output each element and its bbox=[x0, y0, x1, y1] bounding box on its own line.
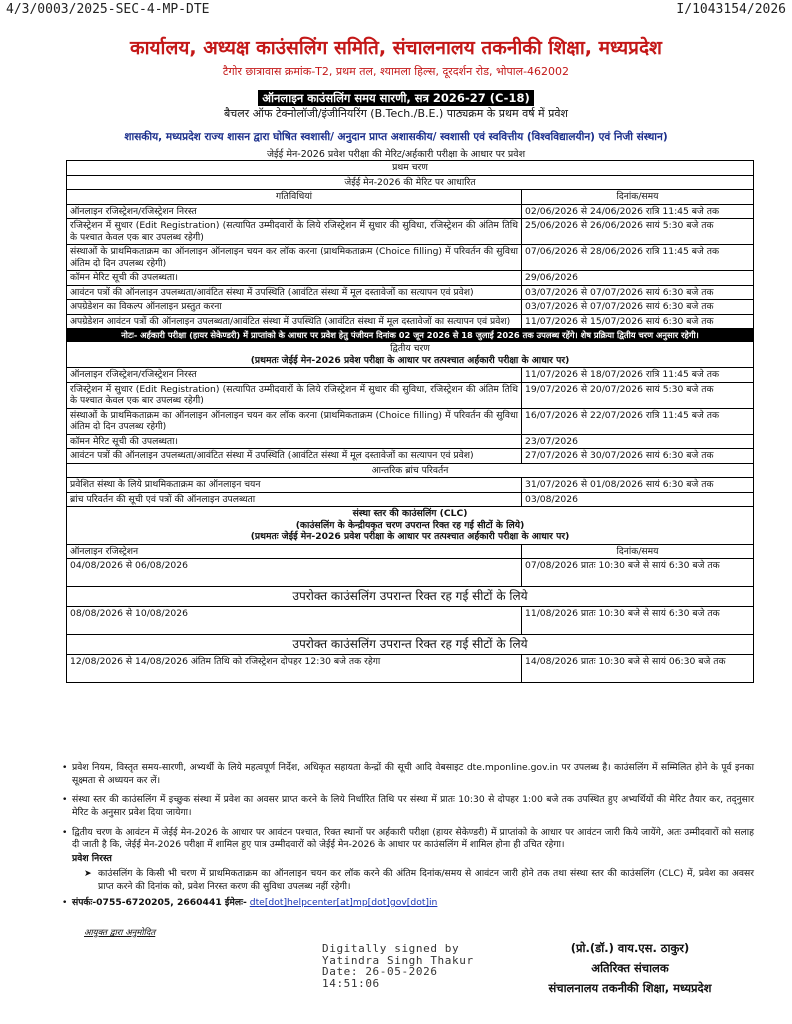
notice-row bbox=[67, 329, 754, 342]
second-round-title: द्वितीय चरण bbox=[390, 343, 430, 355]
table-row bbox=[67, 655, 754, 683]
activity-cell: रजिस्ट्रेशन में सुधार (Edit Registration) (सत्यापित उम्मीदवारों के लिये रजिस्ट्रेशन में सुधार की सुविधा, रजिस्ट्रेशन की अंतिम तिथि के पश्चात केवल एक बार उपलब्ध रहेगी) bbox=[67, 219, 522, 245]
digital-signature-line: 14:51:06 bbox=[322, 976, 380, 990]
office-address: टैगोर छात्रावास क्रमांक-T2, प्रथम तल, श्यामला हिल्स, दूरदर्शन रोड, भोपाल-462002 bbox=[222, 65, 570, 78]
date-cell: 03/08/2026 bbox=[522, 492, 754, 507]
table-row bbox=[67, 219, 754, 245]
reference-number-bar bbox=[6, 2, 786, 20]
activity-cell: आवंटन पत्रों की ऑनलाइन उपलब्धता/आवंटित संस्था में उपस्थिति (आवंटित संस्था में मूल दस्तावेजों का सत्यापन एवं प्रवेश) bbox=[67, 449, 522, 464]
date-cell: 11/08/2026 प्रातः 10:30 बजे से सायं 6:30 बजे तक bbox=[522, 607, 754, 635]
course-line: बैचलर ऑफ टेक्नोलॉजी/इंजीनियरिंग (B.Tech./B.E.) पाठ्यक्रम के प्रथम वर्ष में प्रवेश bbox=[224, 107, 568, 120]
table-row bbox=[67, 434, 754, 449]
second-round-title-row bbox=[67, 342, 754, 368]
admission-basis-line: जेईई मेन-2026 प्रवेश परीक्षा की मेरिट/अर्हकारी परीक्षा के आधार पर प्रवेश bbox=[266, 149, 526, 160]
date-cell: 11/07/2026 से 18/07/2026 रात्रि 11:45 बजे तक bbox=[522, 368, 754, 383]
arrow-icon: ➤ bbox=[84, 867, 92, 879]
leftover-seats-row bbox=[67, 635, 754, 655]
date-cell: 16/07/2026 से 22/07/2026 रात्रि 11:45 बजे तक bbox=[522, 408, 754, 434]
date-cell: 03/07/2026 से 07/07/2026 सायं 6:30 बजे तक bbox=[522, 285, 754, 300]
clc-date-header: दिनांक/समय bbox=[522, 544, 754, 559]
notice-banner: नोटः- अर्हकारी परीक्षा (हायर सेकेण्डरी) में प्राप्तांको के आधार पर प्रवेश हेतु पंजीयन दिनांक 02 जून 2026 से 18 जुलाई 2026 तक उपलब्ध रहेंगे। शेष प्रक्रिया द्वितीय चरण अनुसार रहेगी। bbox=[67, 329, 754, 342]
date-cell: 25/06/2026 से 26/06/2026 सायं 5:30 बजे तक bbox=[522, 219, 754, 245]
table-row bbox=[67, 271, 754, 286]
cancel-note bbox=[62, 868, 754, 893]
table-row bbox=[67, 285, 754, 300]
contact-label: संपर्कः-0755-6720205, 2660441 ईमेलः- bbox=[72, 897, 247, 909]
schedule-heading bbox=[0, 87, 792, 106]
table-row bbox=[67, 382, 754, 408]
date-cell: 27/07/2026 से 30/07/2026 सायं 6:30 बजे तक bbox=[522, 449, 754, 464]
notes-section bbox=[62, 762, 754, 917]
first-round-title-row bbox=[67, 161, 754, 176]
clc-title-row bbox=[67, 507, 754, 545]
date-cell: 29/06/2026 bbox=[522, 271, 754, 286]
registration-cell: 12/08/2026 से 14/08/2026 अंतिम तिथि को रजिस्ट्रेशन दोपहर 12:30 बजे तक रहेगा bbox=[67, 655, 522, 683]
clc-column-header-row bbox=[67, 544, 754, 559]
branch-change-title-row bbox=[67, 463, 754, 478]
institutions-line: शासकीय, मध्यप्रदेश राज्य शासन द्वारा घोषित स्वशासी/ अनुदान प्राप्त अशासकीय/ स्वशासी एवं स्ववित्तीय (विश्वविद्यालयीन) एवं निजी संस्थान) bbox=[124, 131, 668, 143]
registration-cell: 04/08/2026 से 06/08/2026 bbox=[67, 559, 522, 587]
second-round-heading bbox=[67, 342, 754, 368]
date-cell: 03/07/2026 से 07/07/2026 सायं 6:30 बजे तक bbox=[522, 300, 754, 315]
table-row bbox=[67, 492, 754, 507]
date-cell: 14/08/2026 प्रातः 10:30 बजे से सायं 06:30 बजे तक bbox=[522, 655, 754, 683]
clc-registration-header: ऑनलाइन रजिस्ट्रेशन bbox=[67, 544, 522, 559]
activity-cell: अपग्रेडेशन आवंटन पत्रों की ऑनलाइन उपलब्धता/आवंटित संस्था में उपस्थिति (आवंटित संस्था में मूल दस्तावेजों का सत्यापन एवं प्रवेश) bbox=[67, 314, 522, 329]
activity-cell: प्रवेशित संस्था के लिये प्राथमिकताक्रम का ऑनलाइन चयन bbox=[67, 478, 522, 493]
digital-signature-line: Date: 26-05-2026 bbox=[322, 965, 438, 979]
date-cell: 02/06/2026 से 24/06/2026 रात्रि 11:45 बजे तक bbox=[522, 204, 754, 219]
schedule-heading-text: ऑनलाइन काउंसलिंग समय सारणी, सत्र 2026-27 (C-18) bbox=[258, 90, 533, 106]
date-cell: 23/07/2026 bbox=[522, 434, 754, 449]
date-cell: 11/07/2026 से 15/07/2026 सायं 6:30 बजे तक bbox=[522, 314, 754, 329]
table-row bbox=[67, 449, 754, 464]
registration-cell: 08/08/2026 से 10/08/2026 bbox=[67, 607, 522, 635]
activity-cell: रजिस्ट्रेशन में सुधार (Edit Registration) (सत्यापित उम्मीदवारों के लिये रजिस्ट्रेशन में सुधार की सुविधा, रजिस्ट्रेशन की अंतिम तिथि के पश्चात केवल एक बार उपलब्ध रहेगी) bbox=[67, 382, 522, 408]
office-title: कार्यालय, अध्यक्ष काउंसलिंग समिति, संचालनालय तकनीकी शिक्षा, मध्यप्रदेश bbox=[130, 37, 662, 59]
activity-cell: ब्रांच परिवर्तन की सूची एवं पत्रों की ऑनलाइन उपलब्धता bbox=[67, 492, 522, 507]
clc-basis: (प्रथमतः जेईई मेन-2026 प्रवेश परीक्षा के आधार पर तत्पश्चात अर्हकारी परीक्षा के आधार पर) bbox=[250, 531, 570, 543]
leftover-seats-heading: उपरोक्त काउंसलिंग उपरान्त रिक्त रह गई सीटों के लिये bbox=[67, 635, 754, 655]
table-row bbox=[67, 408, 754, 434]
table-row bbox=[67, 607, 754, 635]
table-row bbox=[67, 368, 754, 383]
clc-title: संस्था स्तर की काउंसलिंग (CLC) bbox=[352, 508, 468, 520]
schedule-table bbox=[66, 160, 754, 683]
digital-signature-line: Digitally signed by bbox=[322, 942, 460, 955]
date-cell: 07/08/2026 प्रातः 10:30 बजे से सायं 6:30 बजे तक bbox=[522, 559, 754, 587]
approval-note: आयुक्त द्वारा अनुमोदित bbox=[84, 928, 156, 938]
signatory-block bbox=[500, 938, 760, 998]
second-round-subtitle: (प्रथमतः जेईई मेन-2026 प्रवेश परीक्षा के आधार पर तत्पश्चात अर्हकारी परीक्षा के आधार पर) bbox=[250, 354, 570, 366]
activity-cell: आवंटन पत्रों की ऑनलाइन उपलब्धता/आवंटित संस्था में उपस्थिति (आवंटित संस्था में मूल दस्तावेजों का सत्यापन एवं प्रवेश) bbox=[67, 285, 522, 300]
table-row bbox=[67, 300, 754, 315]
activity-cell: कॉमन मेरिट सूची की उपलब्धता। bbox=[67, 434, 522, 449]
cancel-heading: प्रवेश निरस्त bbox=[72, 853, 112, 865]
activity-cell: संस्थाओं के प्राथमिकताक्रम का ऑनलाइन ऑनलाइन चयन कर लॉक करना (प्राथमिकताक्रम (Choice filling) में परिवर्तन की सुविधा अंतिम दो दिन उपलब्ध रहेगी) bbox=[67, 245, 522, 271]
clc-heading bbox=[67, 507, 754, 545]
date-cell: 31/07/2026 से 01/08/2026 सायं 6:30 बजे तक bbox=[522, 478, 754, 493]
first-round-title: प्रथम चरण bbox=[67, 161, 754, 176]
date-cell: 19/07/2026 से 20/07/2026 सायं 5:30 बजे तक bbox=[522, 382, 754, 408]
contact-line bbox=[62, 897, 754, 910]
activity-cell: ऑनलाइन रजिस्ट्रेशन/रजिस्ट्रेशन निरस्त bbox=[67, 368, 522, 383]
leftover-seats-row bbox=[67, 587, 754, 607]
table-row bbox=[67, 314, 754, 329]
cancel-note-text: काउंसलिंग के किसी भी चरण में प्राथमिकताक्रम का ऑनलाइन चयन कर लॉक करने की अंतिम दिनांक/समय से आवंटन जारी होने तक तथा संस्था स्तर की काउंसलिंग (CLC) में, प्रवेश का अवसर प्राप्त करने की दिनांक को, प्रवेश निरस्त करण की सुविधा उपलब्ध नहीं रहेगी। bbox=[98, 867, 754, 892]
first-round-subtitle-row bbox=[67, 175, 754, 190]
activity-column-header: गतिविधियां bbox=[67, 190, 522, 205]
branch-change-title: आन्तरिक ब्रांच परिवर्तन bbox=[67, 463, 754, 478]
clc-subtitle: (काउंसलिंग के केन्द्रीयकृत चरण उपरान्त रिक्त रह गई सीटों के लिये) bbox=[295, 519, 525, 531]
first-round-subtitle: जेईई मेन-2026 की मेरिट पर आधारित bbox=[67, 175, 754, 190]
table-row bbox=[67, 204, 754, 219]
contact-email-link[interactable]: dte[dot]helpcenter[at]mp[dot]gov[dot]in bbox=[249, 897, 438, 909]
note-bullet: • द्वितीय चरण के आवंटन में जेईई मेन-2026 के आधार पर आवंटन पश्चात, रिक्त स्थानों पर अर्हकारी परीक्षा (हायर सेकेण्डरी) में प्राप्तांको के आधार पर आवंटन जारी किये जायेंगे, अतः उम्मीदवारों को सलाह दी जाती है कि, जेईई मेन-2026 परीक्षा में शामिल हुए पात्र उम्मीदवारों को जेईई मेन-2026 के आधार पर काउंसलिंग में शामिल होना ही उचित रहेगा। bbox=[62, 827, 754, 852]
activity-cell: संस्थाओं के प्राथमिकताक्रम का ऑनलाइन ऑनलाइन चयन कर लॉक करना (प्राथमिकताक्रम (Choice filling) में परिवर्तन की सुविधा अंतिम दो दिन उपलब्ध रहेगी) bbox=[67, 408, 522, 434]
note-bullet: • प्रवेश नियम, विस्तृत समय-सारणी, अभ्यर्थी के लिये महत्वपूर्ण निर्देश, अधिकृत सहायता केन्द्रों की सूची आदि वेबसाइट dte.mponline.gov.in पर उपलब्ध है। काउंसलिंग में सम्मिलित होने के पूर्व इनका सूक्ष्मता से अध्ययन कर लें। bbox=[62, 762, 754, 787]
date-column-header: दिनांक/समय bbox=[522, 190, 754, 205]
leftover-seats-heading: उपरोक्त काउंसलिंग उपरान्त रिक्त रह गई सीटों के लिये bbox=[67, 587, 754, 607]
table-row bbox=[67, 559, 754, 587]
signatory-name: (प्रो.(डॉ.) वाय.एस. ठाकुर) bbox=[570, 941, 690, 955]
digital-signature-line: Yatindra Singh Thakur bbox=[322, 953, 474, 967]
signatory-department: संचालनालय तकनीकी शिक्षा, मध्यप्रदेश bbox=[548, 981, 712, 996]
date-cell: 07/06/2026 से 28/06/2026 रात्रि 11:45 बजे तक bbox=[522, 245, 754, 271]
activity-cell: कॉमन मेरिट सूची की उपलब्धता। bbox=[67, 271, 522, 286]
file-reference: 4/3/0003/2025-SEC-4-MP-DTE bbox=[6, 2, 210, 17]
signatory-designation: अतिरिक्त संचालक bbox=[591, 961, 669, 976]
activity-cell: ऑनलाइन रजिस्ट्रेशन/रजिस्ट्रेशन निरस्त bbox=[67, 204, 522, 219]
table-row bbox=[67, 245, 754, 271]
note-bullet: • संस्था स्तर की काउंसलिंग में इच्छुक संस्था में प्रवेश का अवसर प्राप्त करने के लिये निर्धारित तिथि पर संस्था में प्रातः 10:30 से दोपहर 1:00 बजे तक उपस्थित हुए अभ्यर्थियों की मेरिट तैयार कर, तद्नुसार मेरिट के अनुसार प्रवेश दिया जायेगा। bbox=[62, 794, 754, 819]
table-row bbox=[67, 478, 754, 493]
document-id: I/1043154/2026 bbox=[676, 2, 786, 17]
activity-cell: अपग्रेडेशन का विकल्प ऑनलाइन प्रस्तुत करना bbox=[67, 300, 522, 315]
column-header-row bbox=[67, 190, 754, 205]
